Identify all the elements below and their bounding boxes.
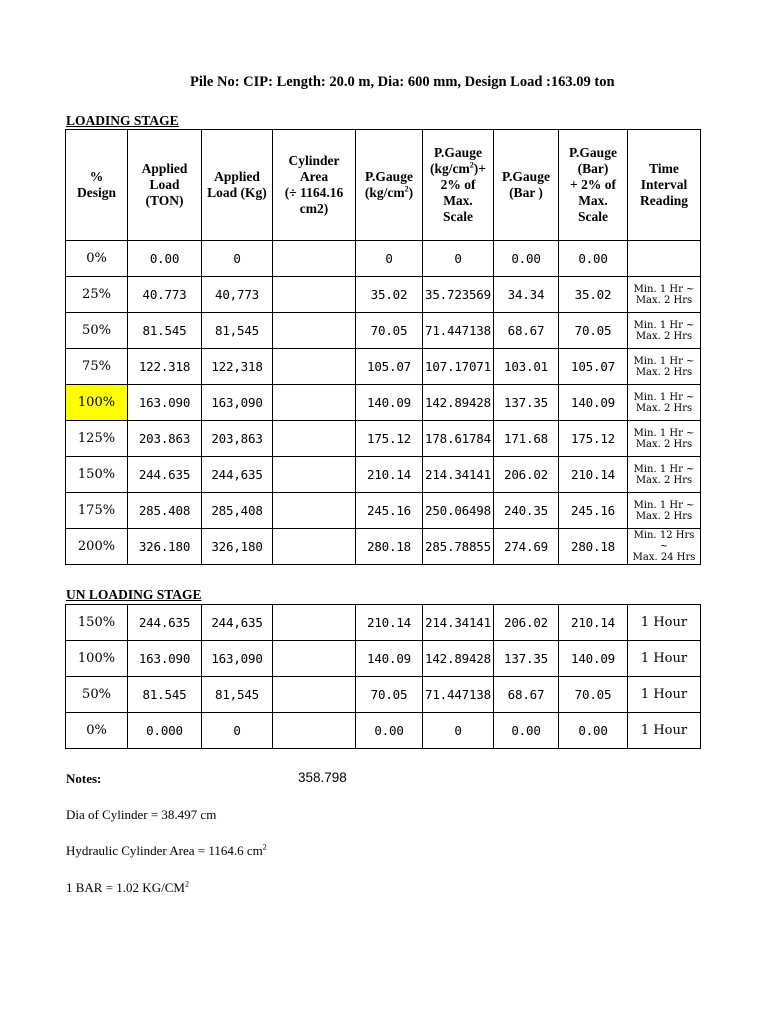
- cylinder-area-cell: [273, 385, 356, 421]
- applied-ton-cell: 163.090: [128, 385, 202, 421]
- pgauge-bar-2pct-cell: 70.05: [559, 677, 628, 713]
- design-cell: 125%: [66, 421, 128, 457]
- pgauge-kg-cell: 35.02: [356, 277, 423, 313]
- unloading-stage-label: UN LOADING STAGE: [66, 587, 202, 602]
- note-bar-conversion: 1 BAR = 1.02 $KG/CM^2$: [66, 879, 189, 895]
- pgauge-bar-cell: 0.00: [494, 713, 559, 749]
- design-cell: 75%: [66, 349, 128, 385]
- time-interval-cell: Min. 1 Hr ~ Max. 2 Hrs: [628, 493, 701, 529]
- pgauge-kg-2pct-cell: 214.34141: [423, 605, 494, 641]
- applied-kg-cell: 122,318: [202, 349, 273, 385]
- pgauge-kg-cell: 105.07: [356, 349, 423, 385]
- header-design: % Design: [66, 130, 128, 241]
- applied-ton-cell: 163.090: [128, 641, 202, 677]
- header-applied-load-kg: Applied Load (Kg): [202, 130, 273, 241]
- time-interval-cell: Min. 1 Hr ~ Max. 2 Hrs: [628, 313, 701, 349]
- applied-kg-cell: 81,545: [202, 313, 273, 349]
- design-cell: 100%: [66, 641, 128, 677]
- pgauge-bar-2pct-cell: 245.16: [559, 493, 628, 529]
- pgauge-bar-cell: 206.02: [494, 457, 559, 493]
- pgauge-kg-2pct-cell: 0: [423, 713, 494, 749]
- applied-kg-cell: 244,635: [202, 605, 273, 641]
- loading-header-row: [66, 130, 701, 241]
- applied-ton-cell: 122.318: [128, 349, 202, 385]
- unloading-row: [66, 677, 701, 713]
- applied-ton-cell: 40.773: [128, 277, 202, 313]
- loading-row: [66, 493, 701, 529]
- pgauge-kg-2pct-cell: 35.723569: [423, 277, 494, 313]
- notes-value: 358.798: [298, 770, 347, 785]
- note-cylinder-dia: Dia of Cylinder = 38.497 cm: [66, 807, 217, 822]
- applied-ton-cell: 0.00: [128, 241, 202, 277]
- notes-label: Notes:: [66, 771, 102, 786]
- pgauge-bar-2pct-cell: 280.18: [559, 529, 628, 565]
- cylinder-area-cell: [273, 641, 356, 677]
- time-interval-cell: 1 Hour: [628, 641, 701, 677]
- pgauge-kg-2pct-cell: 107.17071: [423, 349, 494, 385]
- applied-ton-cell: 244.635: [128, 457, 202, 493]
- applied-kg-cell: 285,408: [202, 493, 273, 529]
- cylinder-area-cell: [273, 421, 356, 457]
- time-interval-cell: 1 Hour: [628, 677, 701, 713]
- pgauge-bar-2pct-cell: 210.14: [559, 457, 628, 493]
- pgauge-bar-cell: 137.35: [494, 385, 559, 421]
- pgauge-bar-cell: 68.67: [494, 677, 559, 713]
- design-cell: 50%: [66, 313, 128, 349]
- pgauge-kg-2pct-cell: 214.34141: [423, 457, 494, 493]
- time-interval-cell: Min. 1 Hr ~ Max. 2 Hrs: [628, 421, 701, 457]
- loading-row: [66, 277, 701, 313]
- applied-kg-cell: 326,180: [202, 529, 273, 565]
- pgauge-kg-cell: 175.12: [356, 421, 423, 457]
- time-interval-cell: Min. 1 Hr ~ Max. 2 Hrs: [628, 385, 701, 421]
- cylinder-area-cell: [273, 713, 356, 749]
- design-cell: 0%: [66, 713, 128, 749]
- pgauge-bar-2pct-cell: 140.09: [559, 641, 628, 677]
- cylinder-area-cell: [273, 349, 356, 385]
- unloading-row: [66, 605, 701, 641]
- header-pgauge-kg-2pct: P.Gauge $(kg/cm^2)+$ 2% of Max. Scale: [423, 130, 494, 241]
- loading-row: [66, 421, 701, 457]
- design-cell: 25%: [66, 277, 128, 313]
- design-cell: 175%: [66, 493, 128, 529]
- pgauge-kg-cell: 140.09: [356, 385, 423, 421]
- pgauge-kg-cell: 245.16: [356, 493, 423, 529]
- applied-kg-cell: 163,090: [202, 385, 273, 421]
- applied-kg-cell: 163,090: [202, 641, 273, 677]
- loading-row: [66, 529, 701, 565]
- loading-row: [66, 349, 701, 385]
- time-interval-cell: 1 Hour: [628, 713, 701, 749]
- time-interval-cell: [628, 241, 701, 277]
- pgauge-kg-cell: 0.00: [356, 713, 423, 749]
- pgauge-bar-2pct-cell: 175.12: [559, 421, 628, 457]
- applied-ton-cell: 81.545: [128, 313, 202, 349]
- pgauge-bar-cell: 0.00: [494, 241, 559, 277]
- time-interval-cell: Min. 1 Hr ~ Max. 2 Hrs: [628, 349, 701, 385]
- applied-ton-cell: 81.545: [128, 677, 202, 713]
- design-cell: 150%: [66, 457, 128, 493]
- applied-kg-cell: 0: [202, 241, 273, 277]
- pgauge-bar-cell: 103.01: [494, 349, 559, 385]
- applied-kg-cell: 40,773: [202, 277, 273, 313]
- time-interval-cell: Min. 1 Hr ~ Max. 2 Hrs: [628, 457, 701, 493]
- pgauge-bar-2pct-cell: 70.05: [559, 313, 628, 349]
- design-cell: 200%: [66, 529, 128, 565]
- pgauge-bar-2pct-cell: 140.09: [559, 385, 628, 421]
- applied-kg-cell: 0: [202, 713, 273, 749]
- cylinder-area-cell: [273, 241, 356, 277]
- pgauge-bar-cell: 206.02: [494, 605, 559, 641]
- unloading-row: [66, 713, 701, 749]
- pgauge-kg-2pct-cell: 0: [423, 241, 494, 277]
- cylinder-area-cell: [273, 677, 356, 713]
- unloading-stage-table: [65, 604, 701, 749]
- time-interval-cell: 1 Hour: [628, 605, 701, 641]
- pgauge-kg-2pct-cell: 71.447138: [423, 313, 494, 349]
- pgauge-bar-cell: 68.67: [494, 313, 559, 349]
- note-cylinder-area: Hydraulic Cylinder Area = 1164.6 $cm^2$: [66, 842, 267, 858]
- loading-stage-label: LOADING STAGE: [66, 113, 179, 128]
- pgauge-bar-2pct-cell: 0.00: [559, 241, 628, 277]
- applied-ton-cell: 203.863: [128, 421, 202, 457]
- header-pgauge-kg: P.Gauge $(kg/cm^2)$: [356, 130, 423, 241]
- header-pgauge-bar: P.Gauge (Bar ): [494, 130, 559, 241]
- pgauge-kg-2pct-cell: 285.78855: [423, 529, 494, 565]
- pgauge-kg-cell: 140.09: [356, 641, 423, 677]
- header-time-interval: Time Interval Reading: [628, 130, 701, 241]
- applied-kg-cell: 203,863: [202, 421, 273, 457]
- pgauge-kg-cell: 280.18: [356, 529, 423, 565]
- design-cell: 100%: [66, 385, 128, 421]
- cylinder-area-cell: [273, 605, 356, 641]
- applied-ton-cell: 326.180: [128, 529, 202, 565]
- pgauge-kg-cell: 0: [356, 241, 423, 277]
- pgauge-bar-2pct-cell: 0.00: [559, 713, 628, 749]
- pgauge-kg-2pct-cell: 142.89428: [423, 641, 494, 677]
- pgauge-kg-cell: 70.05: [356, 677, 423, 713]
- loading-row: [66, 313, 701, 349]
- pgauge-bar-cell: 171.68: [494, 421, 559, 457]
- applied-ton-cell: 285.408: [128, 493, 202, 529]
- pgauge-kg-cell: 70.05: [356, 313, 423, 349]
- pgauge-kg-2pct-cell: 178.61784: [423, 421, 494, 457]
- unloading-row: [66, 641, 701, 677]
- pgauge-bar-cell: 34.34: [494, 277, 559, 313]
- header-applied-load-ton: Applied Load (TON): [128, 130, 202, 241]
- pgauge-bar-cell: 274.69: [494, 529, 559, 565]
- applied-ton-cell: 0.000: [128, 713, 202, 749]
- design-cell: 0%: [66, 241, 128, 277]
- loading-row: [66, 385, 701, 421]
- pgauge-bar-2pct-cell: 210.14: [559, 605, 628, 641]
- pgauge-bar-2pct-cell: 105.07: [559, 349, 628, 385]
- loading-row: [66, 241, 701, 277]
- cylinder-area-cell: [273, 457, 356, 493]
- applied-ton-cell: 244.635: [128, 605, 202, 641]
- applied-kg-cell: 81,545: [202, 677, 273, 713]
- cylinder-area-cell: [273, 529, 356, 565]
- pgauge-kg-cell: 210.14: [356, 457, 423, 493]
- time-interval-cell: Min. 1 Hr ~ Max. 2 Hrs: [628, 277, 701, 313]
- loading-stage-table: [65, 129, 701, 565]
- pgauge-kg-2pct-cell: 250.06498: [423, 493, 494, 529]
- pgauge-bar-2pct-cell: 35.02: [559, 277, 628, 313]
- design-cell: 150%: [66, 605, 128, 641]
- design-cell: 50%: [66, 677, 128, 713]
- pgauge-kg-cell: 210.14: [356, 605, 423, 641]
- loading-row: [66, 457, 701, 493]
- page-title: Pile No: CIP: Length: 20.0 m, Dia: 600 mm, Design Load :163.09 ton: [190, 74, 615, 90]
- pgauge-bar-cell: 137.35: [494, 641, 559, 677]
- cylinder-area-cell: [273, 493, 356, 529]
- cylinder-area-cell: [273, 313, 356, 349]
- applied-kg-cell: 244,635: [202, 457, 273, 493]
- header-cylinder-area: Cylinder Area (÷ 1164.16 cm2): [273, 130, 356, 241]
- cylinder-area-cell: [273, 277, 356, 313]
- pgauge-kg-2pct-cell: 142.89428: [423, 385, 494, 421]
- pgauge-bar-cell: 240.35: [494, 493, 559, 529]
- time-interval-cell: Min. 12 Hrs ~ Max. 24 Hrs: [628, 529, 701, 565]
- pgauge-kg-2pct-cell: 71.447138: [423, 677, 494, 713]
- header-pgauge-bar-2pct: P.Gauge (Bar) + 2% of Max. Scale: [559, 130, 628, 241]
